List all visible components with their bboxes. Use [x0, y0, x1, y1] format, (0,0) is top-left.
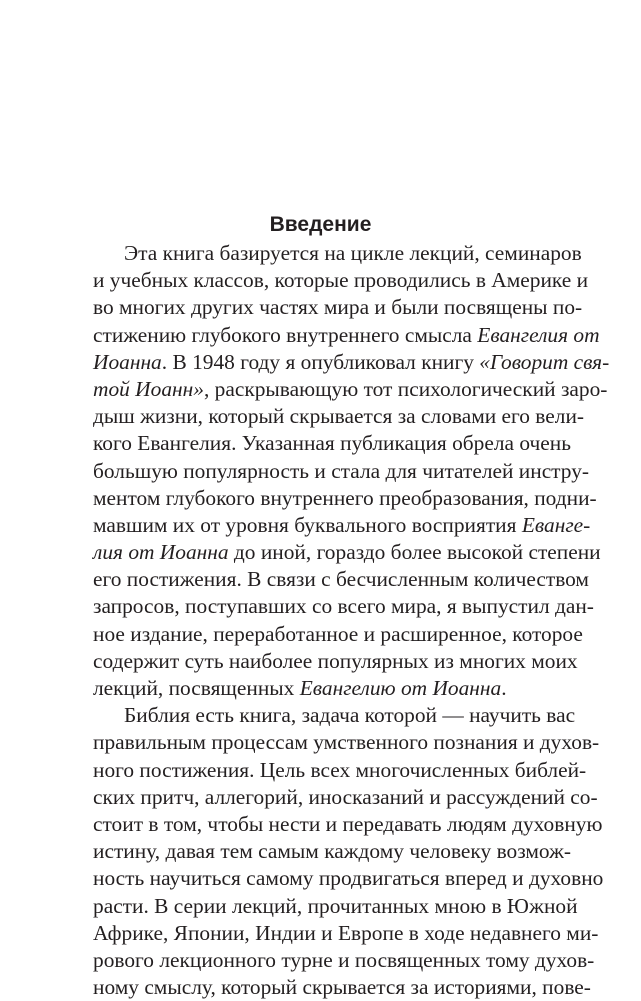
- text-line: содержит суть наиболее популярных из многих моих: [93, 648, 578, 673]
- text-line: ному смыслу, который скрывается за историями, пове-: [93, 975, 591, 1000]
- italic-title: Евангелия от: [477, 322, 600, 347]
- text-line: Библия есть книга, задача которой — научить вас: [124, 703, 576, 728]
- text-line: истину, давая тем самым каждому человеку возмож-: [93, 839, 571, 864]
- italic-title: Евангелию от Иоанна: [299, 676, 502, 700]
- text-line: во многих других частях мира и были посвящены по-: [93, 295, 583, 320]
- body-text: [93, 240, 610, 1001]
- text-line: лекций, посвященных Евангелию от Иоанна.: [93, 676, 507, 700]
- text-line: ное издание, переработанное и расширенное, которое: [93, 621, 583, 646]
- text-line: и учебных классов, которые проводились в Америке и: [93, 268, 589, 293]
- text-line: рового лекционного турне и посвященных тому духов-: [93, 947, 595, 972]
- text-line: ность научиться самому продвигаться вперед и духовно: [93, 866, 604, 891]
- text-line: Иоанна. В 1948 году я опубликовал книгу «Говорит свя-: [93, 349, 610, 374]
- chapter-heading: Введение: [269, 213, 372, 236]
- text-line: Африке, Японии, Индии и Европе в ходе недавнего ми-: [93, 920, 599, 945]
- text-line: ного постижения. Цель всех многочисленных библей-: [93, 757, 587, 782]
- text-line: стоит в том, чтобы нести и передавать людям духовную: [93, 811, 603, 836]
- text-line: большую популярность и стала для читателей инстру-: [93, 458, 590, 483]
- text-line: кого Евангелия. Указанная публикация обрела очень: [93, 431, 571, 456]
- italic-title: «Говорит свя-: [479, 349, 610, 374]
- text-line: дыш жизни, который скрывается за словами его вели-: [93, 404, 585, 429]
- text-line: лия от Иоанна до иной, гораздо более высокой степени: [93, 540, 601, 565]
- text-line: мавшим их от уровня буквального восприятия Еванге-: [93, 512, 591, 537]
- italic-title: той Иоанн»: [93, 376, 204, 401]
- text-line: ментом глубокого внутреннего преобразования, подни-: [93, 485, 597, 510]
- paragraph-2: [93, 702, 604, 1001]
- text-line: ских притч, аллегорий, иносказаний и рассуждений со-: [93, 784, 598, 809]
- text-line: его постижения. В связи с бесчисленным количеством: [93, 567, 589, 592]
- text-line: расти. В серии лекций, прочитанных мною в Южной: [93, 893, 578, 918]
- paragraph-1: [93, 240, 610, 702]
- text-line: запросов, поступавших со всего мира, я выпустил дан-: [93, 594, 594, 619]
- text-line: стижению глубокого внутреннего смысла Евангелия от: [93, 322, 600, 347]
- italic-title: Иоанна: [93, 349, 162, 374]
- text-line: той Иоанн», раскрывающую тот психологический заро-: [93, 376, 608, 401]
- text-line: Эта книга базируется на цикле лекций, семинаров: [124, 241, 582, 265]
- text-line: правильным процессам умственного познания и духов-: [93, 730, 600, 755]
- italic-title: лия от Иоанна: [93, 540, 229, 565]
- italic-title: Еванге-: [521, 512, 591, 537]
